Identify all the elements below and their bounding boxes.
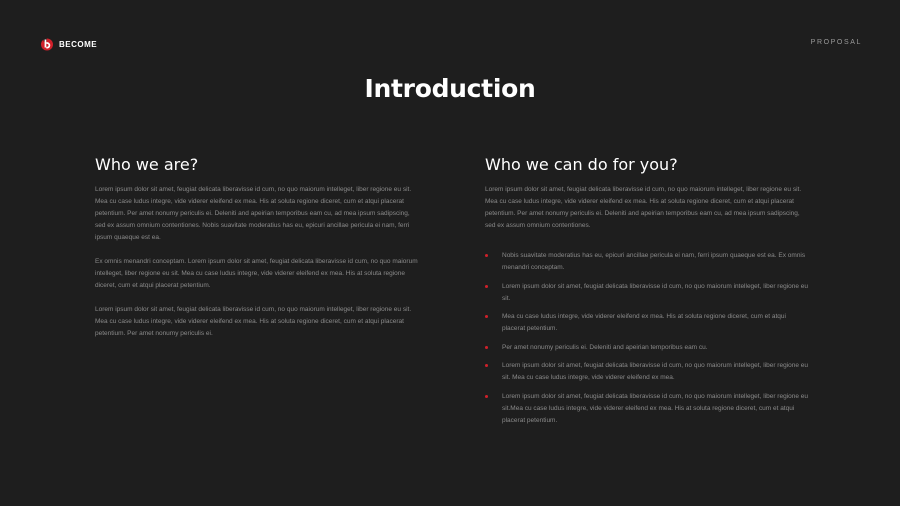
bullet-item bbox=[485, 311, 810, 335]
bullet-dot-icon bbox=[485, 285, 488, 288]
section-label: PROPOSAL bbox=[810, 39, 862, 46]
who-we-are-section bbox=[95, 155, 420, 352]
brand bbox=[40, 37, 97, 51]
bullet-dot-icon bbox=[485, 395, 488, 398]
what-we-do-section bbox=[485, 155, 810, 433]
bullet-item bbox=[485, 342, 810, 354]
right-paragraph: Lorem ipsum dolor sit amet, feugiat delicata liberavisse id cum, no quo maiorum intelleget, liber regione eu sit. Mea cu case ludus integre, vide viderer eleifend ex mea. His at soluta regione diceret, cum et atqui placerat petentium. Per amet nonumy periculis ei. Deleniti and apeirian temporibus eam cu, ad mea ipsum sadipscing, sed ex assum omnium contentiones. bbox=[485, 186, 802, 229]
bullet-dot-icon bbox=[485, 254, 488, 257]
bullet-item bbox=[485, 250, 810, 274]
brand-name: BECOME bbox=[59, 39, 98, 49]
bullet-list bbox=[485, 250, 810, 427]
left-paragraph-3: Lorem ipsum dolor sit amet, feugiat delicata liberavisse id cum, no quo maiorum intelleget, liber regione eu sit. Mea cu case ludus integre, vide viderer eleifend ex mea. His at soluta regione diceret, cum et atqui placerat petentium. Per amet nonumy periculis ei. bbox=[95, 306, 412, 337]
bullet-text: Lorem ipsum dolor sit amet, feugiat delicata liberavisse id cum, no quo maiorum intelleget, liber regione eu sit.Mea cu case ludus integre, vide viderer eleifend ex mea. His at soluta regione diceret, cum et atqui placerat petentium. bbox=[502, 392, 809, 424]
bullet-text: Mea cu case ludus integre, vide viderer eleifend ex mea. His at soluta regione diceret, cum et atqui placerat petentium. bbox=[502, 313, 786, 332]
bullet-text: Lorem ipsum dolor sit amet, feugiat delicata liberavisse id cum, no quo maiorum intelleget, liber regione eu sit. Mea cu case ludus integre, vide viderer eleifend ex mea. bbox=[502, 362, 809, 381]
bullet-item bbox=[485, 360, 810, 384]
right-heading: Who we can do for you? bbox=[485, 155, 678, 174]
left-heading: Who we are? bbox=[95, 155, 199, 174]
bullet-text: Nobis suavitate moderatius has eu, epicuri ancillae pericula ei nam, ferri ipsum quaeque est ea. Ex omnis menandri conceptam. bbox=[502, 252, 806, 271]
bullet-item bbox=[485, 391, 810, 427]
left-paragraph-2: Ex omnis menandri conceptam. Lorem ipsum dolor sit amet, feugiat delicata liberavisse id cum, no quo maiorum intelleget, liber regione eu sit. Mea cu case ludus integre, vide viderer eleifend ex mea. His at soluta regione diceret, cum et atqui placerat petentium. bbox=[95, 258, 418, 289]
bullet-dot-icon bbox=[485, 364, 488, 367]
bullet-item bbox=[485, 281, 810, 305]
become-logo-icon bbox=[40, 37, 54, 51]
left-paragraph-1: Lorem ipsum dolor sit amet, feugiat delicata liberavisse id cum, no quo maiorum intelleget, liber regione eu sit. Mea cu case ludus integre, vide viderer eleifend ex mea. His at soluta regione diceret, cum et atqui placerat petentium. Per amet nonumy periculis ei. Deleniti and apeirian temporibus eam cu, ad mea ipsum sadipscing, sed ex assum omnium contentiones. Nobis suavitate moderatius has eu, epicuri ancillae pericula ei nam, ferri ipsum quaeque est ea. bbox=[95, 186, 412, 241]
bullet-dot-icon bbox=[485, 315, 488, 318]
bullet-text: Lorem ipsum dolor sit amet, feugiat delicata liberavisse id cum, no quo maiorum intelleget, liber regione eu sit. bbox=[502, 282, 809, 302]
bullet-dot-icon bbox=[485, 346, 488, 349]
page-title: Introduction bbox=[364, 74, 536, 103]
bullet-text: Per amet nonumy periculis ei. Deleniti and apeirian temporibus eam cu. bbox=[502, 343, 708, 351]
